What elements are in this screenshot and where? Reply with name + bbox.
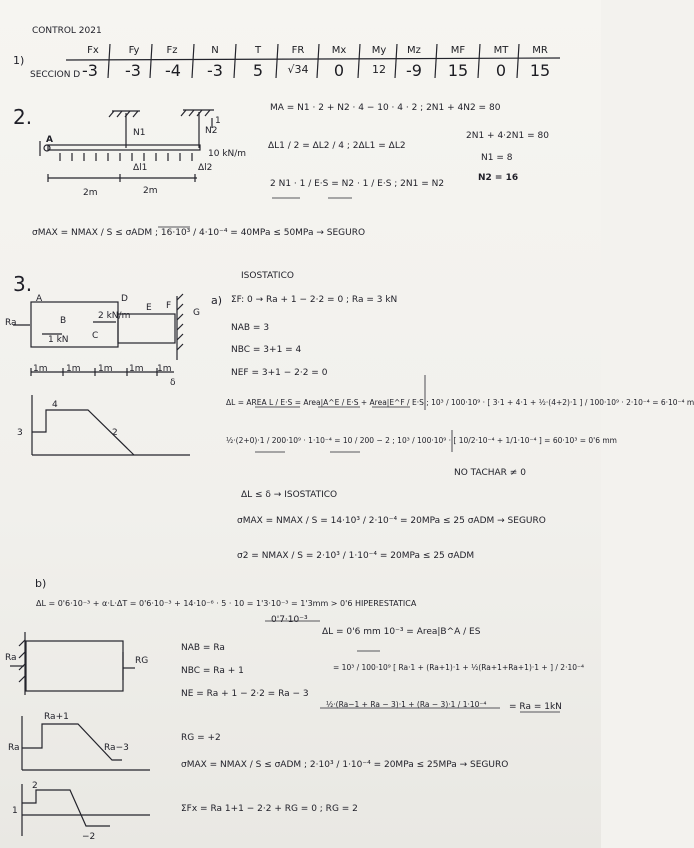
value-mt: 0 — [495, 61, 507, 80]
section1-row-label: SECCION D — [30, 70, 81, 80]
axial-b-bc: NBC = Ra + 1 — [181, 666, 244, 676]
node-g-label: G — [193, 308, 200, 318]
dim-1m-c: 1m — [98, 364, 113, 374]
section2-structure — [40, 110, 214, 182]
distributed-load-label: 10 kN/m — [208, 149, 247, 159]
thermal-elongation: ΔL = 0'6·10⁻³ + α·L·ΔT = 0'6·10⁻³ + 14·10⁻⁶ · 5 · 10 = 1'3·10⁻³ = 1'3mm > 0'6 HIPERESTATICA — [36, 599, 417, 608]
header-fz: Fz — [166, 45, 178, 56]
header-t: T — [254, 45, 262, 56]
compat-b-3: ½·(Ra−1 + Ra − 3)·1 + (Ra − 3)·1 / 1·10⁻⁴ — [326, 700, 487, 709]
thermal-subresult: 0'7·10⁻³ — [271, 615, 308, 625]
stress-2-check: σ2 = NMAX / S = 2·10³ / 1·10⁻⁴ = 20MPa ≤ 25 σADM — [237, 551, 475, 561]
header-mf: MF — [450, 45, 466, 56]
diagram-b-ra3: Ra−3 — [104, 743, 129, 753]
node-b-label: B — [60, 316, 67, 326]
node-a-label: A — [36, 294, 43, 304]
equilibrium-b: ΣFx = Ra 1+1 − 2·2 + RG = 0 ; RG = 2 — [181, 804, 358, 814]
compatibility-equation: ΔL1 / 2 = ΔL2 / 4 ; 2ΔL1 = ΔL2 — [268, 141, 406, 151]
delta-l1-label: Δl1 — [133, 163, 148, 173]
ink-marks — [158, 198, 560, 712]
value-fr: √34 — [287, 63, 309, 76]
value-my: 12 — [372, 63, 386, 76]
reaction-ra-label: Ra — [5, 318, 17, 328]
header-fr: FR — [291, 45, 305, 56]
reaction-g: RG = +2 — [181, 733, 221, 743]
value-mf: 15 — [447, 61, 469, 80]
diagram-a-value-3: 3 — [17, 428, 23, 438]
dim-1m-a: 1m — [33, 364, 48, 374]
node-c-label: C — [92, 331, 99, 341]
diagram-b-ra-axis: Ra — [8, 743, 20, 753]
compat-b-1: ΔL = 0'6 mm 10⁻³ = Area|B^A / ES — [322, 627, 481, 637]
axial-ab: NAB = 3 — [231, 323, 270, 333]
constitutive-equation: 2 N1 · 1 / E·S = N2 · 1 / E·S ; 2N1 = N2 — [270, 179, 445, 189]
axial-b-e: NE = Ra + 1 − 2·2 = Ra − 3 — [181, 689, 309, 699]
section2-number: 2. — [13, 105, 33, 129]
diagram-b-v1: 1 — [12, 806, 18, 816]
load-2kn-label: 2 kN/m — [98, 311, 131, 321]
section3-bar-b — [10, 632, 135, 695]
load-one-label: 1 — [215, 116, 221, 126]
isostatic-check: ΔL ≤ δ → ISOSTATICO — [241, 490, 338, 500]
axial-ef: NEF = 3+1 − 2·2 = 0 — [231, 368, 328, 378]
value-mx: 0 — [333, 61, 345, 80]
side-calc-1: 2N1 + 4·2N1 = 80 — [466, 131, 549, 141]
diagram-b-ra1: Ra+1 — [44, 712, 69, 722]
reaction-result: = Ra = 1kN — [509, 702, 562, 712]
max-stress-check: σMAX = NMAX / S = 14·10³ / 2·10⁻⁴ = 20MPa ≤ 25 σADM → SEGURO — [237, 516, 546, 526]
equilibrium-equation: ΣF: 0 → Ra + 1 − 2·2 = 0 ; Ra = 3 kN — [231, 295, 398, 305]
diagram-b-v2: 2 — [32, 781, 38, 791]
support-a-label: A — [46, 135, 53, 145]
dim-1m-b: 1m — [66, 364, 81, 374]
stress-check: σMAX = NMAX / S ≤ σADM ; 16·10³ / 4·10⁻⁴ = 40MPa ≤ 50MPa → SEGURO — [32, 228, 366, 238]
moment-equation: MA = N1 · 2 + N2 · 4 − 10 · 4 · 2 ; 2N1 + 4N2 = 80 — [270, 103, 501, 113]
section1-number: 1) — [13, 54, 25, 67]
section3-bar — [13, 294, 183, 376]
header-my: My — [371, 45, 387, 56]
header-fy: Fy — [128, 45, 140, 56]
node-f-label: F — [166, 301, 172, 311]
elongation-equation: ΔL = AREA L / E·S = Area|A^E / E·S + Area|E^F / E·S ; 10³ / 100·10⁹ · [ 3·1 + 4·1 + ½·(4+2)·1 ] / 100·10⁹ · 2·10⁻⁴ = 6·10⁻⁴ m — [226, 398, 694, 407]
diagram-b-ra: Ra — [5, 653, 17, 663]
side-calc-2: N1 = 8 — [481, 153, 513, 163]
point-load-label: 1 kN — [48, 335, 69, 345]
header-mr: MR — [532, 45, 548, 56]
value-n: -3 — [207, 61, 223, 80]
dim-1m-d: 1m — [129, 364, 144, 374]
part-b-label: b) — [35, 577, 47, 590]
part-a-label: a) — [211, 294, 223, 307]
elongation-result: ½·(2+0)·1 / 200·10⁹ · 1·10⁻⁴ = 10 / 200 − 2 ; 10³ / 100·10⁹ · [ 10/2·10⁻⁴ + 1/1·10⁻⁴ ] = 60·10³ = 0'6 mm — [226, 436, 617, 445]
value-mr: 15 — [529, 61, 551, 80]
side-calc-3: N2 = 16 — [478, 173, 519, 183]
axial-diagram-a — [32, 395, 190, 455]
dim-1m-e: 1m — [157, 364, 172, 374]
value-t: 5 — [252, 61, 264, 80]
node-d-label: D — [121, 294, 128, 304]
dimension-2m-a: 2m — [83, 188, 98, 198]
header-n: N — [211, 45, 219, 56]
table-dividers — [66, 44, 560, 78]
value-fx: -3 — [82, 61, 98, 80]
diagram-b-vm2: −2 — [82, 832, 96, 842]
node-e-label: E — [146, 303, 152, 313]
page-title: CONTROL 2021 — [32, 26, 102, 36]
diagram-b-rg: RG — [135, 656, 149, 666]
header-mt: MT — [493, 45, 509, 56]
section3-number: 3. — [13, 272, 33, 296]
axial-bc: NBC = 3+1 = 4 — [231, 345, 302, 355]
diagram-a-value-2: 2 — [112, 428, 118, 438]
header-fx: Fx — [87, 45, 99, 56]
value-fy: -3 — [125, 61, 141, 80]
value-fz: -4 — [165, 61, 181, 80]
note-do-not-cross: NO TACHAR ≠ 0 — [454, 468, 526, 478]
axial-b-ab: NAB = Ra — [181, 643, 225, 653]
isostatic-title: ISOSTATICO — [241, 271, 294, 281]
diagram-a-value-4: 4 — [52, 400, 58, 410]
compat-b-2: = 10³ / 100·10⁹ [ Ra·1 + (Ra+1)·1 + ½(Ra+1+Ra+1)·1 + ] / 2·10⁻⁴ — [333, 663, 584, 672]
delta-l2-label: Δl2 — [198, 163, 213, 173]
max-stress-b: σMAX = NMAX / S ≤ σADM ; 2·10³ / 1·10⁻⁴ = 20MPa ≤ 25MPa → SEGURO — [181, 760, 509, 770]
bar-n2-label: N2 — [205, 126, 218, 136]
dimension-2m-b: 2m — [143, 186, 158, 196]
value-mz: -9 — [406, 61, 422, 80]
header-mz: Mz — [407, 45, 421, 56]
header-mx: Mx — [331, 45, 347, 56]
gap-delta-label: δ — [170, 378, 176, 388]
bar-n1-label: N1 — [133, 128, 146, 138]
axial-diagram-b — [22, 716, 150, 836]
